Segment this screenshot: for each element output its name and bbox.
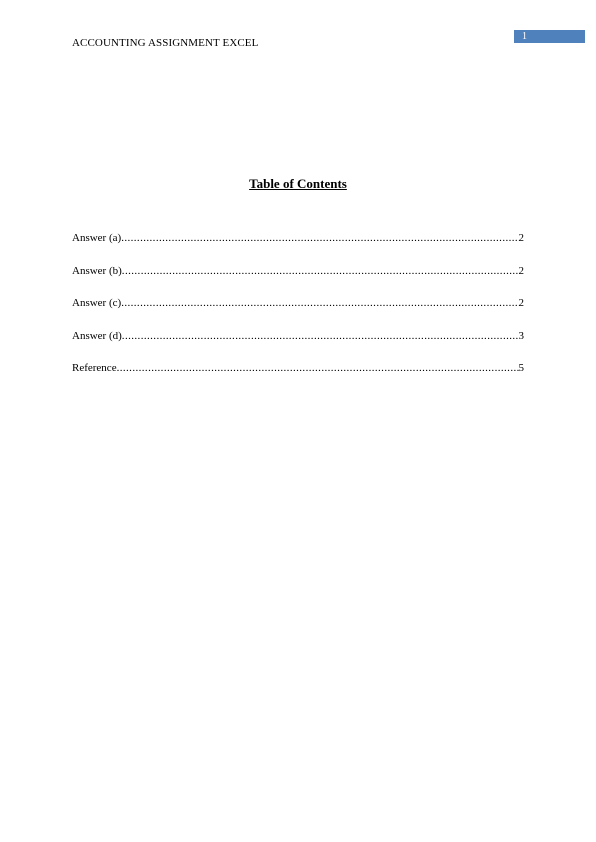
toc-dot-leader <box>122 265 519 277</box>
toc-entry-page: 2 <box>518 264 524 277</box>
running-header: ACCOUNTING ASSIGNMENT EXCEL <box>72 37 259 49</box>
toc-dot-leader <box>121 232 518 244</box>
toc-entry-answer-d[interactable] <box>72 330 524 363</box>
toc-entry-label: Reference <box>72 362 117 374</box>
toc-entry-page: 3 <box>518 329 524 342</box>
toc-entry-answer-a[interactable] <box>72 232 524 265</box>
toc-dot-leader <box>122 330 519 342</box>
toc-entry-page: 2 <box>518 232 524 244</box>
toc-dot-leader <box>117 362 519 374</box>
toc-dot-leader <box>121 297 518 309</box>
toc-entry-answer-c[interactable] <box>72 297 524 330</box>
toc-entry-label: Answer (a) <box>72 232 122 244</box>
toc-title: Table of Contents <box>249 176 347 191</box>
toc-list <box>72 232 524 395</box>
toc-entry-label: Answer (b) <box>72 264 122 277</box>
toc-entry-answer-b[interactable] <box>72 265 524 298</box>
toc-entry-page: 5 <box>518 362 524 374</box>
page-number-badge: 1 <box>514 30 585 43</box>
toc-entry-reference[interactable] <box>72 362 524 395</box>
toc-entry-page: 2 <box>518 297 524 309</box>
toc-entry-label: Answer (d) <box>72 329 122 342</box>
toc-entry-label: Answer (c) <box>72 297 122 309</box>
